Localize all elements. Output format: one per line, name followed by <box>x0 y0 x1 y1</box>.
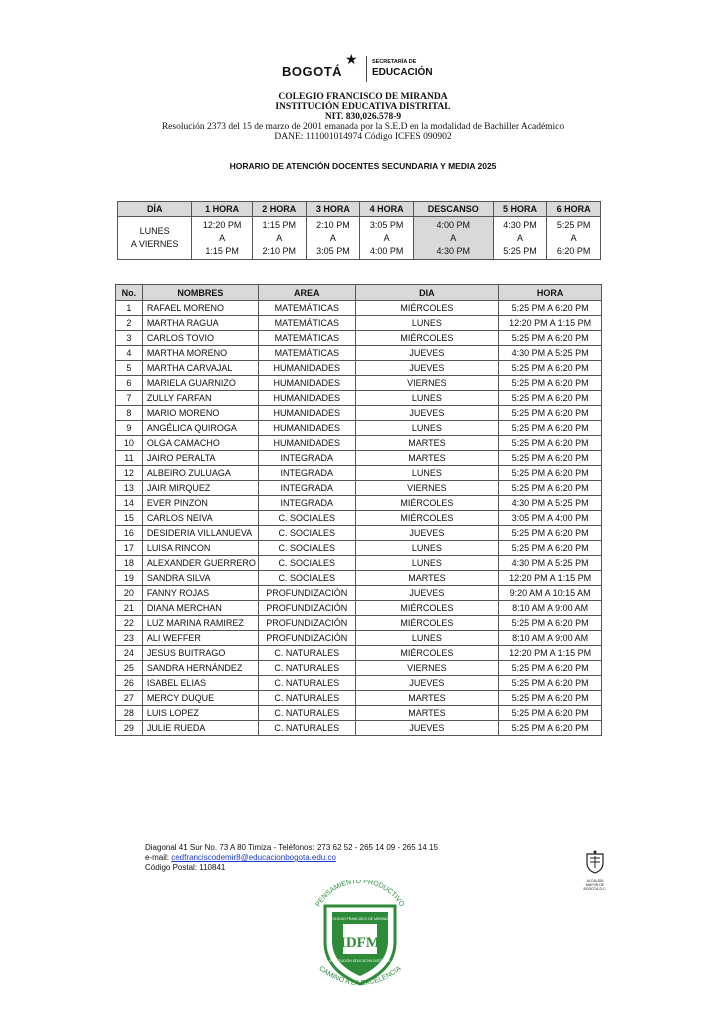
teacher-day: MARTES <box>355 571 499 586</box>
teacher-day: JUEVES <box>355 586 499 601</box>
table-row <box>116 496 602 511</box>
teacher-day: JUEVES <box>355 361 499 376</box>
row-number: 17 <box>116 541 143 556</box>
schedule-header-row <box>118 202 601 217</box>
teacher-day: LUNES <box>355 316 499 331</box>
teacher-area: C. NATURALES <box>258 661 355 676</box>
schedule-header-cell: 5 HORA <box>493 202 547 217</box>
teacher-area: C. SOCIALES <box>258 556 355 571</box>
teacher-name: RAFAEL MORENO <box>142 301 258 316</box>
teacher-day: MIÉRCOLES <box>355 511 499 526</box>
teacher-area: C. NATURALES <box>258 676 355 691</box>
teacher-name: JAIRO PERALTA <box>142 451 258 466</box>
teachers-header-row <box>116 285 602 301</box>
table-row <box>116 646 602 661</box>
row-number: 28 <box>116 706 143 721</box>
teacher-hour: 4:30 PM A 5:25 PM <box>499 346 602 361</box>
teacher-name: ISABEL ELIAS <box>142 676 258 691</box>
row-number: 11 <box>116 451 143 466</box>
schedule-header-cell: 1 HORA <box>192 202 253 217</box>
teacher-name: MARIELA GUARNIZO <box>142 376 258 391</box>
seal-bottom-arc: CAMINO A LA EXCELENCIA <box>317 965 403 988</box>
teacher-day: VIERNES <box>355 661 499 676</box>
teacher-day: JUEVES <box>355 406 499 421</box>
day-line2: A VIERNES <box>130 239 179 249</box>
footer-address: Diagonal 41 Sur No. 73 A 80 Timiza - Teléfonos: 273 62 52 - 265 14 09 - 265 14 15 <box>145 843 438 852</box>
teacher-name: CARLOS NEIVA <box>142 511 258 526</box>
teacher-name: ALI WEFFER <box>142 631 258 646</box>
email-link[interactable]: cedfranciscodemir8@educacionbogota.edu.co <box>171 853 336 862</box>
teacher-area: PROFUNDIZACIÓN <box>258 616 355 631</box>
teacher-hour: 5:25 PM A 6:20 PM <box>499 721 602 736</box>
table-row <box>116 331 602 346</box>
teacher-area: HUMANIDADES <box>258 421 355 436</box>
table-row <box>116 421 602 436</box>
teacher-name: JULIE RUEDA <box>142 721 258 736</box>
teacher-day: MIÉRCOLES <box>355 496 499 511</box>
table-row <box>116 616 602 631</box>
table-row <box>116 691 602 706</box>
table-row <box>116 706 602 721</box>
row-number: 16 <box>116 526 143 541</box>
slot-end: 4:00 PM <box>369 245 404 256</box>
teacher-hour: 5:25 PM A 6:20 PM <box>499 376 602 391</box>
slot-sep: A <box>570 232 577 243</box>
row-number: 25 <box>116 661 143 676</box>
teacher-hour: 4:30 PM A 5:25 PM <box>499 496 602 511</box>
table-row <box>116 556 602 571</box>
svg-text:PENSAMIENTO PRODUCTIVO <box>315 880 406 909</box>
alcaldia-label: ALCALDÍA MAYOR DE BOGOTÁ D.C. <box>583 879 607 891</box>
document-title: HORARIO DE ATENCIÓN DOCENTES SECUNDARIA Y MEDIA 2025 <box>229 161 497 171</box>
row-number: 19 <box>116 571 143 586</box>
teacher-area: C. NATURALES <box>258 706 355 721</box>
row-number: 13 <box>116 481 143 496</box>
row-number: 14 <box>116 496 143 511</box>
teacher-day: VIERNES <box>355 481 499 496</box>
table-row <box>116 601 602 616</box>
teacher-day: MIÉRCOLES <box>355 331 499 346</box>
slot-start: 1:15 PM <box>262 219 297 230</box>
slot-end: 1:15 PM <box>205 245 239 256</box>
teacher-day: LUNES <box>355 556 499 571</box>
row-number: 6 <box>116 376 143 391</box>
teacher-area: MATEMÁTICAS <box>258 331 355 346</box>
slot-end: 6:20 PM <box>556 245 591 256</box>
teacher-name: CARLOS TOVIO <box>142 331 258 346</box>
table-row <box>116 301 602 316</box>
teacher-area: MATEMÁTICAS <box>258 346 355 361</box>
row-number: 9 <box>116 421 143 436</box>
teacher-day: LUNES <box>355 631 499 646</box>
teacher-name: ZULLY FARFAN <box>142 391 258 406</box>
slot-sep: A <box>383 232 390 243</box>
bogota-education-logo <box>282 54 442 84</box>
schedule-header-cell: 4 HORA <box>360 202 414 217</box>
teacher-day: JUEVES <box>355 676 499 691</box>
teacher-hour: 5:25 PM A 6:20 PM <box>499 406 602 421</box>
teacher-area: INTEGRADA <box>258 481 355 496</box>
teacher-area: HUMANIDADES <box>258 436 355 451</box>
teacher-area: INTEGRADA <box>258 466 355 481</box>
teacher-area: INTEGRADA <box>258 496 355 511</box>
teacher-hour: 5:25 PM A 6:20 PM <box>499 301 602 316</box>
teacher-area: HUMANIDADES <box>258 361 355 376</box>
teacher-hour: 12:20 PM A 1:15 PM <box>499 316 602 331</box>
slot-end: 5:25 PM <box>503 245 537 256</box>
teacher-hour: 5:25 PM A 6:20 PM <box>499 391 602 406</box>
day-cell <box>118 217 192 260</box>
slot-start: 2:10 PM <box>316 219 350 230</box>
teacher-day: LUNES <box>355 466 499 481</box>
row-number: 5 <box>116 361 143 376</box>
school-nit: NIT. 830,026.578-9 <box>324 112 402 122</box>
row-number: 12 <box>116 466 143 481</box>
teacher-name: SANDRA HERNÁNDEZ <box>142 661 258 676</box>
table-row <box>116 406 602 421</box>
table-row <box>116 466 602 481</box>
teacher-hour: 5:25 PM A 6:20 PM <box>499 541 602 556</box>
teacher-day: VIERNES <box>355 376 499 391</box>
teacher-area: C. NATURALES <box>258 646 355 661</box>
teacher-day: MIÉRCOLES <box>355 616 499 631</box>
schedule-header-cell: DÍA <box>118 202 192 217</box>
teacher-name: DIANA MERCHAN <box>142 601 258 616</box>
teacher-hour: 5:25 PM A 6:20 PM <box>499 481 602 496</box>
row-number: 8 <box>116 406 143 421</box>
row-number: 29 <box>116 721 143 736</box>
table-row <box>116 511 602 526</box>
teacher-day: MIÉRCOLES <box>355 301 499 316</box>
row-number: 21 <box>116 601 143 616</box>
teacher-hour: 5:25 PM A 6:20 PM <box>499 331 602 346</box>
educacion-label: EDUCACIÓN <box>372 67 433 78</box>
teacher-hour: 4:30 PM A 5:25 PM <box>499 556 602 571</box>
table-row <box>116 376 602 391</box>
teacher-area: HUMANIDADES <box>258 391 355 406</box>
table-row <box>116 481 602 496</box>
seal-inner-bottom: INSTITUCIÓN EDUCATIVA DISTRITAL <box>329 959 391 963</box>
row-number: 1 <box>116 301 143 316</box>
schedule-header-cell: 3 HORA <box>306 202 360 217</box>
teacher-name: ANGÉLICA QUIROGA <box>142 421 258 436</box>
teacher-day: MARTES <box>355 706 499 721</box>
slot-start: 4:00 PM <box>436 219 471 230</box>
teacher-name: MARTHA CARVAJAL <box>142 361 258 376</box>
school-resolution: Resolución 2373 del 15 de marzo de 2001 emanada por la S.E.D en la modalidad de Bachiller Académico <box>161 122 565 132</box>
table-row <box>116 391 602 406</box>
table-row <box>116 436 602 451</box>
table-row <box>116 631 602 646</box>
teacher-name: MARTHA MORENO <box>142 346 258 361</box>
teacher-name: ALBEIRO ZULUAGA <box>142 466 258 481</box>
slot-sep: A <box>329 232 336 243</box>
teacher-area: PROFUNDIZACIÓN <box>258 586 355 601</box>
table-row <box>116 676 602 691</box>
logo-divider <box>366 56 367 82</box>
seal-top-arc: PENSAMIENTO PRODUCTIVO <box>314 880 406 909</box>
schedule-slot-cell <box>493 217 547 260</box>
teacher-day: MARTES <box>355 451 499 466</box>
teacher-hour: 5:25 PM A 6:20 PM <box>499 451 602 466</box>
teacher-area: C. NATURALES <box>258 691 355 706</box>
teacher-area: C. SOCIALES <box>258 511 355 526</box>
row-number: 15 <box>116 511 143 526</box>
teacher-day: JUEVES <box>355 526 499 541</box>
school-type: INSTITUCIÓN EDUCATIVA DISTRITAL <box>275 102 451 112</box>
table-row <box>116 541 602 556</box>
row-number: 3 <box>116 331 143 346</box>
footer-postal: Código Postal: 110841 <box>145 863 226 872</box>
table-row <box>116 451 602 466</box>
email-label: e-mail: <box>145 853 172 862</box>
teachers-table <box>115 284 602 736</box>
teacher-day: MIÉRCOLES <box>355 601 499 616</box>
teacher-area: C. SOCIALES <box>258 526 355 541</box>
teacher-name: MARTHA RAGUA <box>142 316 258 331</box>
slot-start: 5:25 PM <box>556 219 591 230</box>
teacher-name: SANDRA SILVA <box>142 571 258 586</box>
school-shield-icon <box>305 880 415 995</box>
table-row <box>116 586 602 601</box>
schedule-header-cell: 6 HORA <box>547 202 601 217</box>
footer-email-line <box>145 853 438 863</box>
teacher-hour: 12:20 PM A 1:15 PM <box>499 571 602 586</box>
teachers-header-cell: No. <box>116 285 143 301</box>
teacher-hour: 5:25 PM A 6:20 PM <box>499 436 602 451</box>
teacher-name: DESIDERIA VILLANUEVA <box>142 526 258 541</box>
teacher-day: MARTES <box>355 436 499 451</box>
school-header <box>0 92 726 142</box>
teacher-area: PROFUNDIZACIÓN <box>258 601 355 616</box>
teacher-hour: 8:10 AM A 9:00 AM <box>499 631 602 646</box>
teacher-name: LUISA RINCON <box>142 541 258 556</box>
teacher-name: FANNY ROJAS <box>142 586 258 601</box>
teacher-area: MATEMÁTICAS <box>258 301 355 316</box>
row-number: 2 <box>116 316 143 331</box>
teacher-hour: 12:20 PM A 1:15 PM <box>499 646 602 661</box>
schedule-slot-cell <box>306 217 360 260</box>
school-dane: DANE: 111001014974 Código ICFES 090902 <box>274 132 452 142</box>
coat-of-arms-icon <box>584 850 606 874</box>
teacher-area: C. SOCIALES <box>258 541 355 556</box>
slot-end: 3:05 PM <box>316 245 350 256</box>
teacher-area: HUMANIDADES <box>258 376 355 391</box>
star-icon: ★ <box>345 53 358 68</box>
seal-inner-top: COLEGIO FRANCISCO DE MIRANDA <box>329 917 391 921</box>
row-number: 26 <box>116 676 143 691</box>
alcaldia-crest <box>583 850 607 891</box>
teacher-day: LUNES <box>355 421 499 436</box>
teacher-hour: 5:25 PM A 6:20 PM <box>499 526 602 541</box>
slot-end: 2:10 PM <box>262 245 297 256</box>
teacher-name: LUIS LOPEZ <box>142 706 258 721</box>
teacher-name: JESUS BUITRAGO <box>142 646 258 661</box>
slot-sep: A <box>219 232 226 243</box>
row-number: 23 <box>116 631 143 646</box>
teachers-header-cell: DIA <box>355 285 499 301</box>
teachers-header-cell: AREA <box>258 285 355 301</box>
row-number: 7 <box>116 391 143 406</box>
teacher-hour: 5:25 PM A 6:20 PM <box>499 706 602 721</box>
teacher-day: MIÉRCOLES <box>355 646 499 661</box>
teacher-hour: 9:20 AM A 10:15 AM <box>499 586 602 601</box>
teacher-name: EVER PINZON <box>142 496 258 511</box>
footer-contact <box>145 843 438 873</box>
teacher-area: HUMANIDADES <box>258 406 355 421</box>
row-number: 22 <box>116 616 143 631</box>
teacher-day: MARTES <box>355 691 499 706</box>
teacher-name: LUZ MARINA RAMIREZ <box>142 616 258 631</box>
teacher-day: JUEVES <box>355 346 499 361</box>
teacher-area: MATEMÁTICAS <box>258 316 355 331</box>
teacher-name: MERCY DUQUE <box>142 691 258 706</box>
table-row <box>116 361 602 376</box>
schedule-table <box>117 201 601 260</box>
teacher-name: MARIO MORENO <box>142 406 258 421</box>
slot-sep: A <box>276 232 283 243</box>
teacher-name: JAIR MIRQUEZ <box>142 481 258 496</box>
teacher-area: C. NATURALES <box>258 721 355 736</box>
row-number: 10 <box>116 436 143 451</box>
day-line1: LUNES <box>139 226 170 236</box>
teacher-area: C. SOCIALES <box>258 571 355 586</box>
table-row <box>116 526 602 541</box>
slot-end: 4:30 PM <box>436 245 471 256</box>
row-number: 18 <box>116 556 143 571</box>
teacher-area: PROFUNDIZACIÓN <box>258 631 355 646</box>
teacher-day: JUEVES <box>355 721 499 736</box>
row-number: 4 <box>116 346 143 361</box>
schedule-slot-cell <box>192 217 253 260</box>
schedule-row <box>118 217 601 260</box>
row-number: 27 <box>116 691 143 706</box>
secretaria-label: SECRETARÍA DE <box>372 59 417 65</box>
schedule-slot-cell <box>360 217 414 260</box>
slot-sep: A <box>516 232 523 243</box>
schedule-header-cell: DESCANSO <box>413 202 493 217</box>
teacher-hour: 5:25 PM A 6:20 PM <box>499 421 602 436</box>
table-row <box>116 571 602 586</box>
teacher-hour: 5:25 PM A 6:20 PM <box>499 466 602 481</box>
teacher-day: LUNES <box>355 541 499 556</box>
bogota-wordmark: BOGOTÁ <box>282 64 343 79</box>
teacher-hour: 5:25 PM A 6:20 PM <box>499 676 602 691</box>
teachers-header-cell: NOMBRES <box>142 285 258 301</box>
teacher-day: LUNES <box>355 391 499 406</box>
teachers-header-cell: HORA <box>499 285 602 301</box>
table-row <box>116 661 602 676</box>
slot-start: 4:30 PM <box>503 219 537 230</box>
row-number: 20 <box>116 586 143 601</box>
schedule-slot-cell <box>547 217 601 260</box>
teacher-name: ALEXANDER GUERRERO <box>142 556 258 571</box>
row-number: 24 <box>116 646 143 661</box>
seal-monogram: IDFM <box>340 935 380 951</box>
slot-sep: A <box>450 232 457 243</box>
teacher-area: INTEGRADA <box>258 451 355 466</box>
slot-start: 3:05 PM <box>369 219 404 230</box>
teacher-hour: 5:25 PM A 6:20 PM <box>499 361 602 376</box>
teacher-hour: 8:10 AM A 9:00 AM <box>499 601 602 616</box>
teacher-hour: 5:25 PM A 6:20 PM <box>499 616 602 631</box>
school-seal <box>305 880 415 995</box>
teacher-hour: 5:25 PM A 6:20 PM <box>499 661 602 676</box>
teacher-name: OLGA CAMACHO <box>142 436 258 451</box>
schedule-header-cell: 2 HORA <box>252 202 306 217</box>
teacher-hour: 3:05 PM A 4:00 PM <box>499 511 602 526</box>
school-name: COLEGIO FRANCISCO DE MIRANDA <box>278 92 448 102</box>
teacher-hour: 5:25 PM A 6:20 PM <box>499 691 602 706</box>
schedule-slot-cell <box>413 217 493 260</box>
table-row <box>116 346 602 361</box>
schedule-slot-cell <box>252 217 306 260</box>
table-row <box>116 721 602 736</box>
slot-start: 12:20 PM <box>202 219 242 230</box>
table-row <box>116 316 602 331</box>
